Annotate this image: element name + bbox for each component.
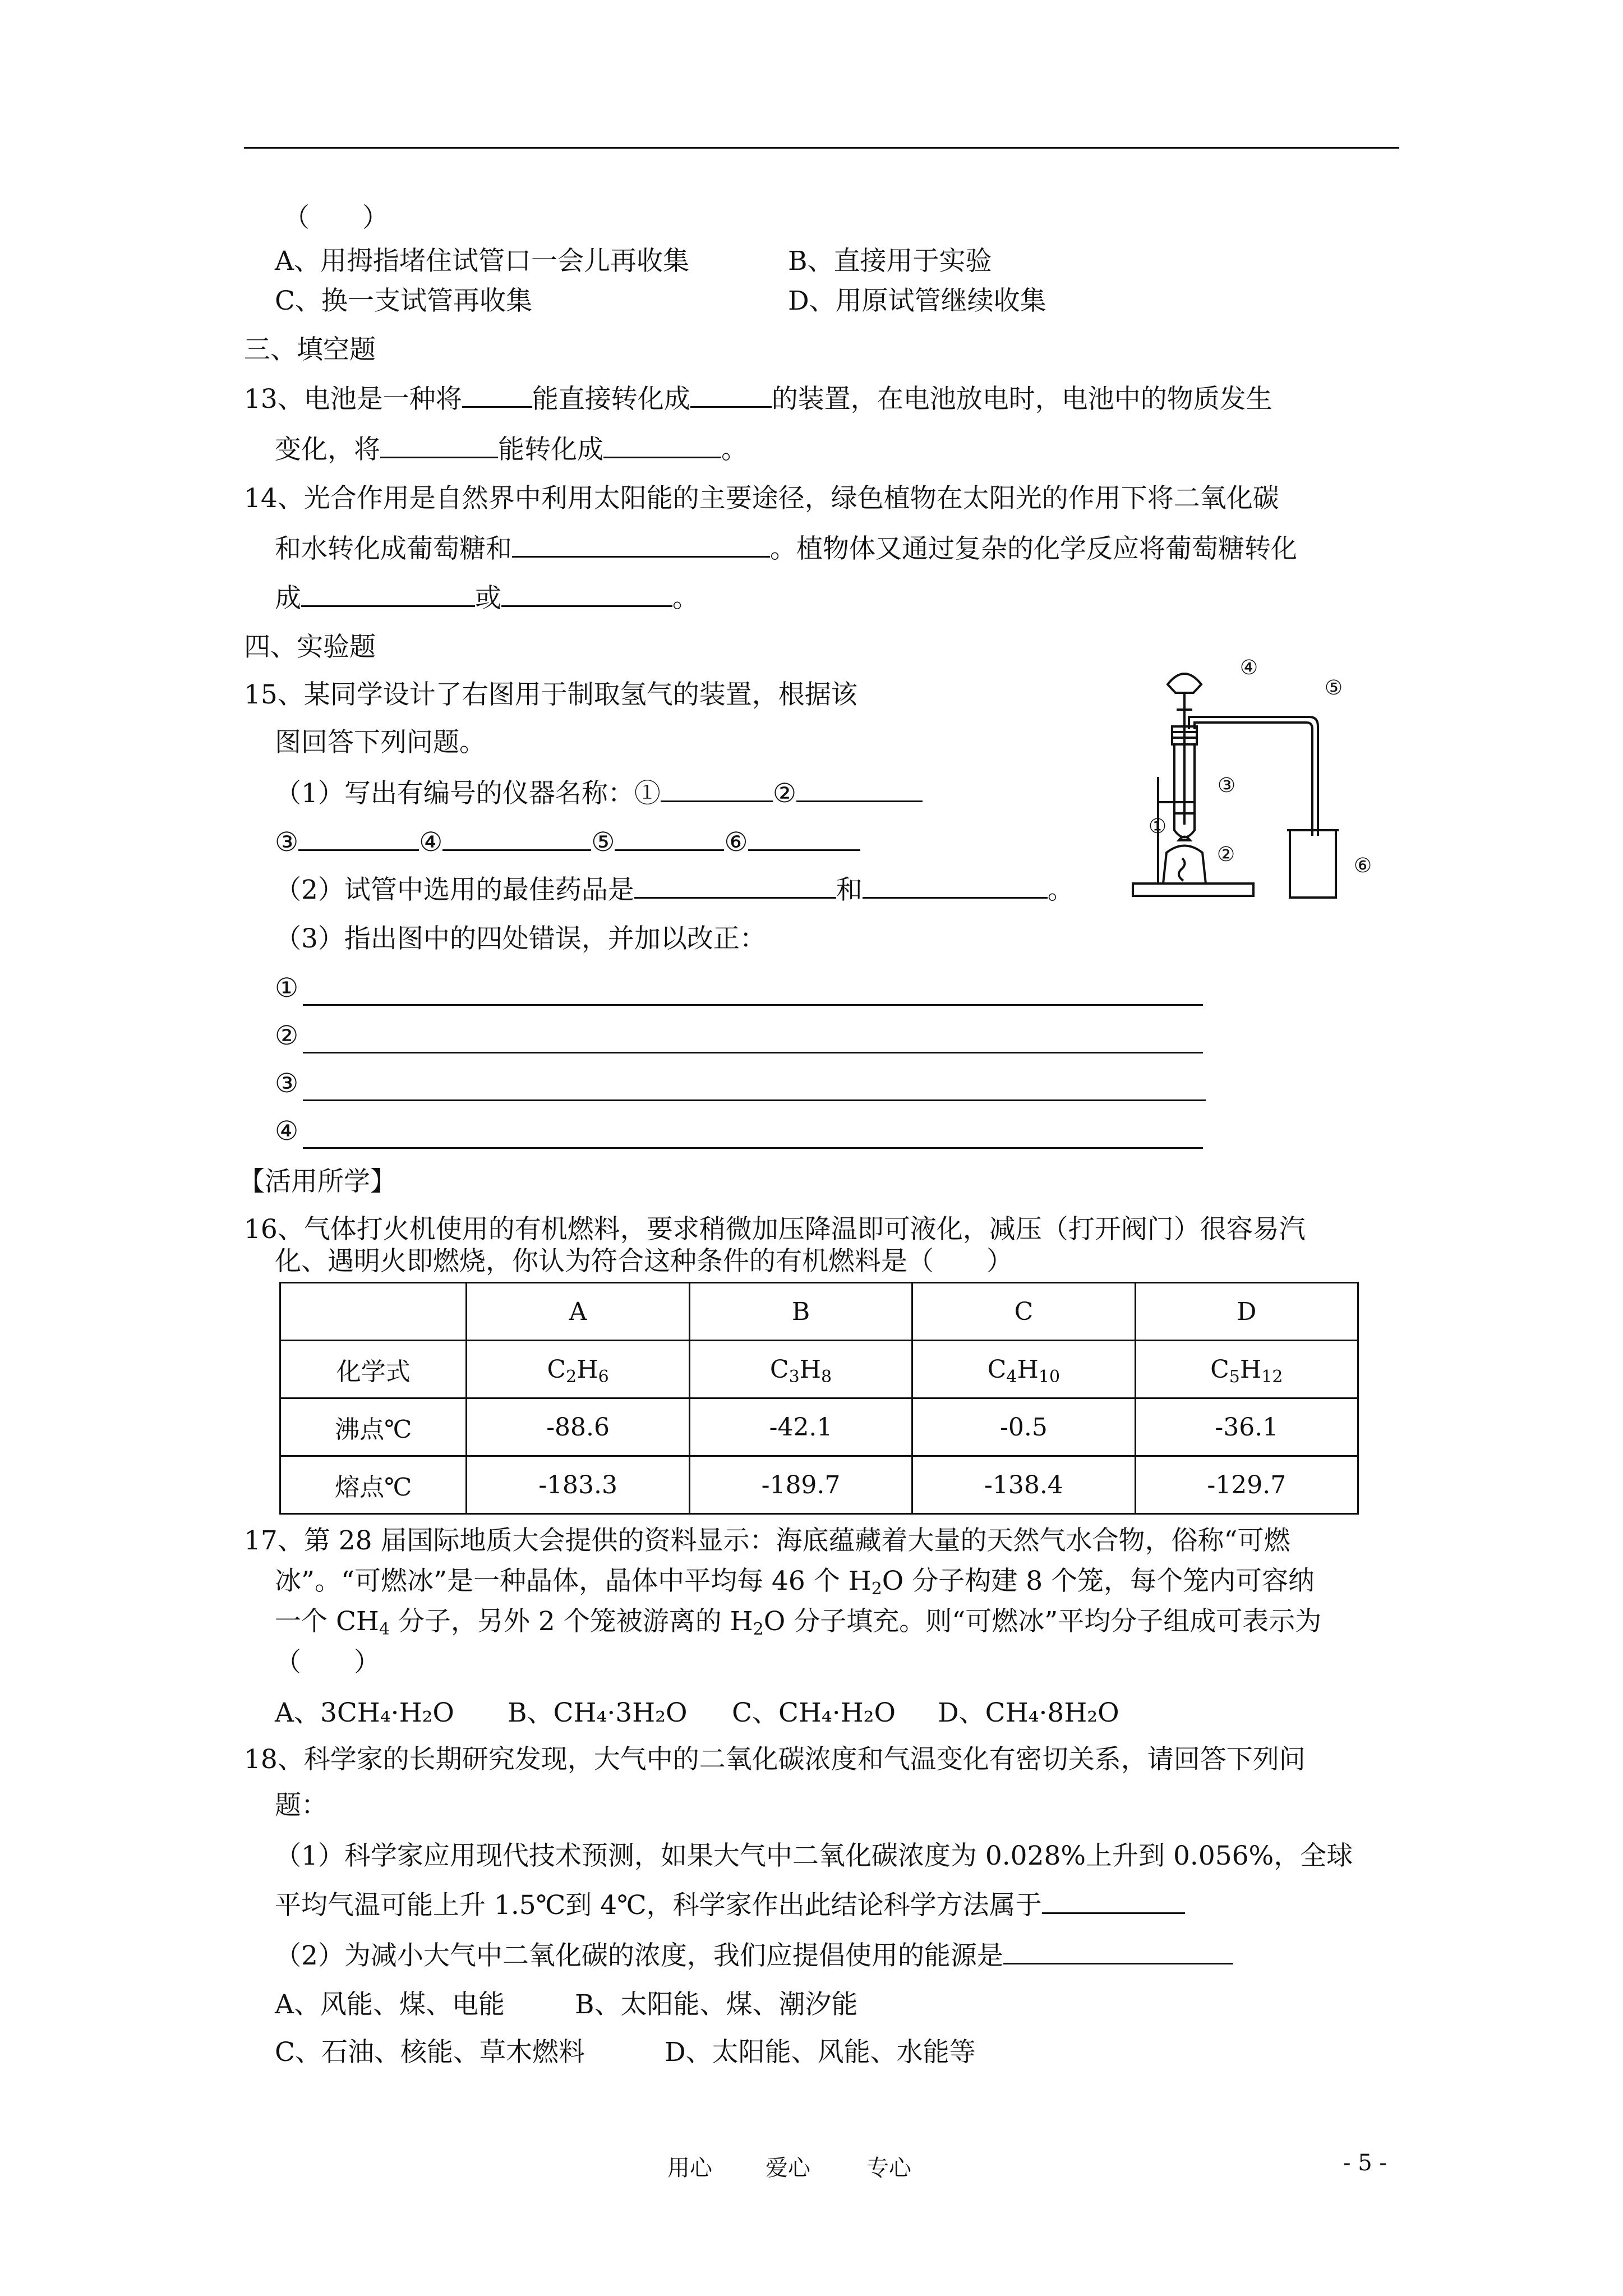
label-2: ② xyxy=(1216,843,1235,866)
q17-line-3: 一个 $CH_4$ 分子，另外 2 个笼被游离的 $H_2O$ 分子填充。则“可燃冰”平均分子组成可表示为 xyxy=(275,1606,1322,1639)
label-1: ① xyxy=(1148,815,1167,838)
label-5: ⑤ xyxy=(1324,677,1343,700)
q17-option-a: A、3CH₄·H₂O xyxy=(275,1697,454,1728)
q17-option-d: D、CH₄·8H₂O xyxy=(938,1697,1119,1728)
q18-option-a: A、风能、煤、电能 xyxy=(275,1989,505,2020)
label-3: ③ xyxy=(1217,774,1236,797)
q18-option-d: D、太阳能、风能、水能等 xyxy=(665,2037,976,2068)
q12-option-d: D、用原试管继续收集 xyxy=(788,286,1046,316)
q13-line-2: 变化，将 能转化成 。 xyxy=(275,432,748,466)
boiling-point-b: -42.1 xyxy=(689,1398,912,1456)
q14-line-1: 14、光合作用是自然界中利用太阳能的主要途径，绿色植物在太阳光的作用下将二氧化碳 xyxy=(244,483,1279,514)
section-experiment-heading: 四、实验题 xyxy=(244,632,376,662)
label-6: ⑥ xyxy=(1353,854,1372,877)
q15-stem-1: 15、某同学设计了右图用于制取氢气的装置，根据该 xyxy=(244,679,857,710)
hydrogen-apparatus-diagram xyxy=(1116,651,1396,914)
boiling-point-d: -36.1 xyxy=(1135,1398,1358,1456)
q15-stem-2: 图回答下列问题。 xyxy=(275,727,486,758)
footer-word-2: 爱心 xyxy=(766,2155,810,2181)
q15-error-1-number: ① xyxy=(275,973,299,1004)
q17-line-1: 17、第 28 届国际地质大会提供的资料显示：海底蕴藏着大量的天然气水合物，俗称“可燃 xyxy=(244,1525,1290,1556)
delivery-tube xyxy=(1189,717,1318,836)
row-label-boiling-point: 沸点℃ xyxy=(280,1398,467,1456)
q13-line-1: 13、电池是一种将 能直接转化成 的装置，在电池放电时，电池中的物质发生 xyxy=(244,381,1272,416)
q15-error-3-answer-line xyxy=(303,1099,1206,1101)
footer-word-3: 专心 xyxy=(866,2155,911,2181)
q15-error-1-answer-line xyxy=(303,1004,1203,1006)
q18-sub-1-line-2: 平均气温可能上升 1.5℃到 4℃，科学家作出此结论科学方法属于 xyxy=(275,1888,1185,1922)
q14-line-2: 和水转化成葡萄糖和 。植物体又通过复杂的化学反应将葡萄糖转化 xyxy=(275,531,1297,565)
q18-option-c: C、石油、核能、草木燃料 xyxy=(275,2037,585,2068)
label-4: ④ xyxy=(1239,656,1258,679)
melting-point-a: -183.3 xyxy=(467,1456,689,1514)
q15-error-2-answer-line xyxy=(303,1052,1203,1053)
separatory-funnel xyxy=(1168,674,1201,693)
boiling-point-c: -0.5 xyxy=(912,1398,1135,1456)
table-row xyxy=(280,1341,1358,1398)
formula-c: $C_4H_{10}$ xyxy=(912,1341,1135,1398)
q18-sub-2: （2）为减小大气中二氧化碳的浓度，我们应提倡使用的能源是 xyxy=(275,1938,1233,1972)
q17-option-b: B、CH₄·3H₂O xyxy=(508,1697,688,1728)
collecting-bottle xyxy=(1290,830,1336,898)
q15-sub-1-line-2: ③ ④ ⑤ ⑥ xyxy=(275,825,860,859)
fuel-properties-table xyxy=(279,1282,1359,1515)
q18-option-b: B、太阳能、煤、潮汐能 xyxy=(575,1989,858,2020)
melting-point-c: -138.4 xyxy=(912,1456,1135,1514)
q15-sub-1-line-1: （1）写出有编号的仪器名称：① ② xyxy=(275,776,923,810)
formula-a: $C_2H_6$ xyxy=(467,1341,689,1398)
formula-b: $C_3H_8$ xyxy=(689,1341,912,1398)
row-label-formula: 化学式 xyxy=(280,1341,467,1398)
q15-error-4-number: ④ xyxy=(275,1116,299,1147)
q16-line-2: 化、遇明火即燃烧，你认为符合这种条件的有机燃料是（ ） xyxy=(275,1246,1013,1277)
q17-line-2: 冰”。“可燃冰”是一种晶体，晶体中平均每 46 个 $H_2O$ 分子构建 8 个笼，每个笼内可容纳 xyxy=(275,1566,1315,1599)
lamp-flame xyxy=(1179,837,1190,841)
q15-error-3-number: ③ xyxy=(275,1068,299,1099)
formula-d: $C_5H_{12}$ xyxy=(1135,1341,1358,1398)
q17-bracket: （ ） xyxy=(275,1647,380,1678)
section-apply-heading: 【活用所学】 xyxy=(238,1166,396,1197)
table-header-d: D xyxy=(1135,1283,1358,1341)
q15-error-2-number: ② xyxy=(275,1020,299,1051)
table-header-a: A xyxy=(467,1283,689,1341)
q17-option-c: C、CH₄·H₂O xyxy=(732,1697,896,1728)
page-number: - 5 - xyxy=(1343,2150,1387,2176)
q15-sub-2: （2）试管中选用的最佳药品是 和 。 xyxy=(275,872,1074,907)
q18-line-1: 18、科学家的长期研究发现，大气中的二氧化碳浓度和气温变化有密切关系，请回答下列问 xyxy=(244,1744,1306,1775)
iron-stand-base xyxy=(1133,884,1253,896)
boiling-point-a: -88.6 xyxy=(467,1398,689,1456)
q14-line-3: 成 或 。 xyxy=(275,581,699,615)
q18-sub-1-line-1: （1）科学家应用现代技术预测，如果大气中二氧化碳浓度为 0.028%上升到 0.056%，全球 xyxy=(275,1841,1353,1871)
melting-point-d: -129.7 xyxy=(1135,1456,1358,1514)
row-label-melting-point: 熔点℃ xyxy=(280,1456,467,1514)
table-cell xyxy=(280,1283,467,1341)
q12-option-a: A、用拇指堵住试管口一会儿再收集 xyxy=(275,246,689,277)
q18-line-2: 题： xyxy=(275,1790,328,1821)
table-row xyxy=(280,1283,1358,1341)
q12-bracket: （ ） xyxy=(283,203,389,233)
q15-sub-3: （3）指出图中的四处错误，并加以改正： xyxy=(275,923,766,954)
melting-point-b: -189.7 xyxy=(689,1456,912,1514)
q15-error-4-answer-line xyxy=(303,1147,1203,1149)
header-rule xyxy=(244,147,1399,149)
table-row xyxy=(280,1456,1358,1514)
section-fill-blank-heading: 三、填空题 xyxy=(244,334,376,365)
table-row xyxy=(280,1398,1358,1456)
q16-line-1: 16、气体打火机使用的有机燃料，要求稍微加压降温即可液化，减压（打开阀门）很容易汽 xyxy=(244,1214,1306,1245)
table-header-b: B xyxy=(689,1283,912,1341)
q12-option-c: C、换一支试管再收集 xyxy=(275,286,532,316)
footer-word-1: 用心 xyxy=(667,2155,712,2181)
q12-option-b: B、直接用于实验 xyxy=(788,246,992,277)
table-header-c: C xyxy=(912,1283,1135,1341)
